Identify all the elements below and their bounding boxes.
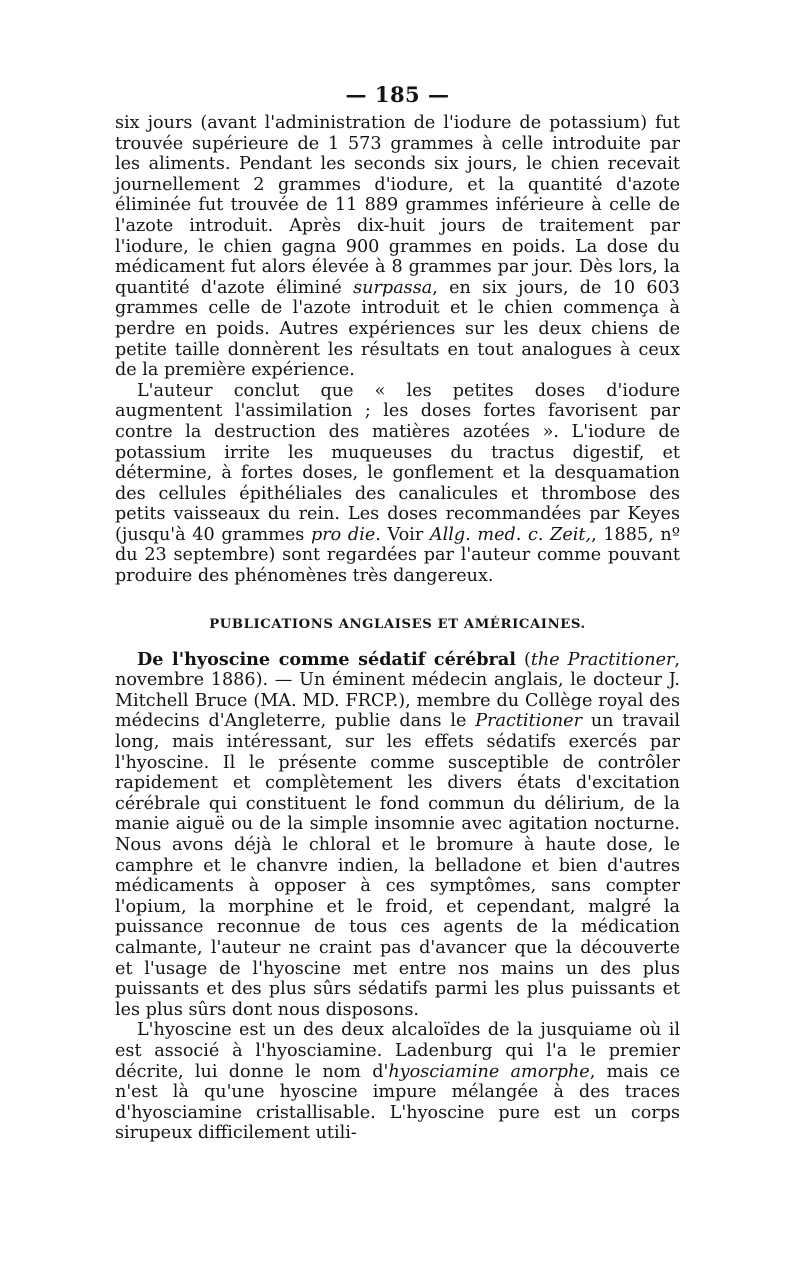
book-page (115, 82, 680, 1144)
article-title: De l'hyoscine comme sédatif cérébral (137, 648, 516, 670)
paragraph-text: , en six jours, de 10 603 grammes celle de l'azote introduit et le chien commença à perdre en poids. Autres expériences sur les deux chiens de petite taille donnèrent les résultats en tout analogues à ceux de la première expérience. (115, 277, 680, 381)
article-source: the Practitioner (530, 649, 675, 670)
italic-citation: Allg. med. c. Zeit, (429, 524, 592, 545)
paragraph-author-conclusion (115, 381, 680, 587)
paragraph-text: , mais ce n'est là qu'une hyoscine impure mélangée à des traces d'hyosciamine cristallisable. L'hyoscine pure est un corps sirupeux difficilement utili- (115, 1061, 680, 1144)
paragraph-text: ( (515, 649, 531, 670)
italic-text: pro die (310, 524, 376, 545)
paragraph-hyoscine-alkaloid (115, 1020, 680, 1144)
paragraph-text: , novembre 1886). — Un éminent médecin anglais, le docteur J. Mitchell Bruce (MA. MD. FRCP.), membre du Collège royal des médecins d'Angleterre, publie dans le (115, 649, 680, 732)
paragraph-text: six jours (avant l'administration de l'iodure de potassium) fut trouvée supérieure de 1 573 grammes à celle introduite par les aliments. Pendant les seconds six jours, le chien recevait journellement 2 grammes d'iodure, et la quantité d'azote éliminée fut trouvée de 11 889 grammes inférieure à celle de l'azote introduit. Après dix-huit jours de traitement par l'iodure, le chien gagna 900 grammes en poids. La dose du médicament fut alors élevée à 8 grammes par jour. Dès lors, la quantité d'azote éliminé (115, 113, 680, 298)
paragraph-text: . Voir (375, 524, 430, 545)
italic-term: hyosciamine amorphe (388, 1061, 590, 1082)
paragraph-text: L'auteur conclut que « les petites doses d'iodure augmentent l'assimilation ; les doses fortes favorisent par contre la destruction des matières azotées ». L'iodure de potassium irrite les muqueuses du tractus digestif, et détermine, à fortes doses, le gonflement et la desquamation des cellules épithéliales des canalicules et thrombose des petits vaisseaux du rein. Les doses recommandées par Keyes (jusqu'à 40 grammes (115, 380, 680, 545)
page-number: — 185 — (345, 82, 450, 107)
paragraph-hyoscine-article (115, 650, 680, 1021)
italic-text: surpassa (353, 277, 433, 298)
journal-name: Practitioner (475, 711, 582, 732)
paragraph-text: L'hyoscine est un des deux alcaloïdes de la jusquiame où il est associé à l'hyosciamine. Ladenburg qui l'a le premier décrite, lui donne le nom d' (115, 1020, 680, 1082)
section-heading: PUBLICATIONS ANGLAISES ET AMÉRICAINES. (209, 616, 586, 632)
paragraph-iodure-experiment (115, 113, 680, 381)
paragraph-text: , 1885, nº du 23 septembre) sont regardées par l'auteur comme pouvant produire des phénomènes très dangereux. (115, 524, 680, 587)
paragraph-text: un travail long, mais intéressant, sur les effets sédatifs exercés par l'hyoscine. Il le présente comme susceptible de contrôler rapidement et complètement les divers états d'excitation cérébrale qui constituent le fond commun du délirium, de la manie aiguë ou de la simple insomnie avec agitation nocturne. Nous avons déjà le chloral et le bromure à haute dose, le camphre et le chanvre indien, la belladone et bien d'autres médicaments à opposer à ces symptômes, sans compter l'opium, la morphine et le froid, et cependant, malgré la puissance reconnue de tous ces agents de la médication calmante, l'auteur ne craint pas d'avancer que la découverte et l'usage de l'hyoscine met entre nos mains un des plus puissants et des plus sûrs sédatifs parmi les plus puissants et les plus sûrs dont nous disposons. (115, 711, 680, 1020)
